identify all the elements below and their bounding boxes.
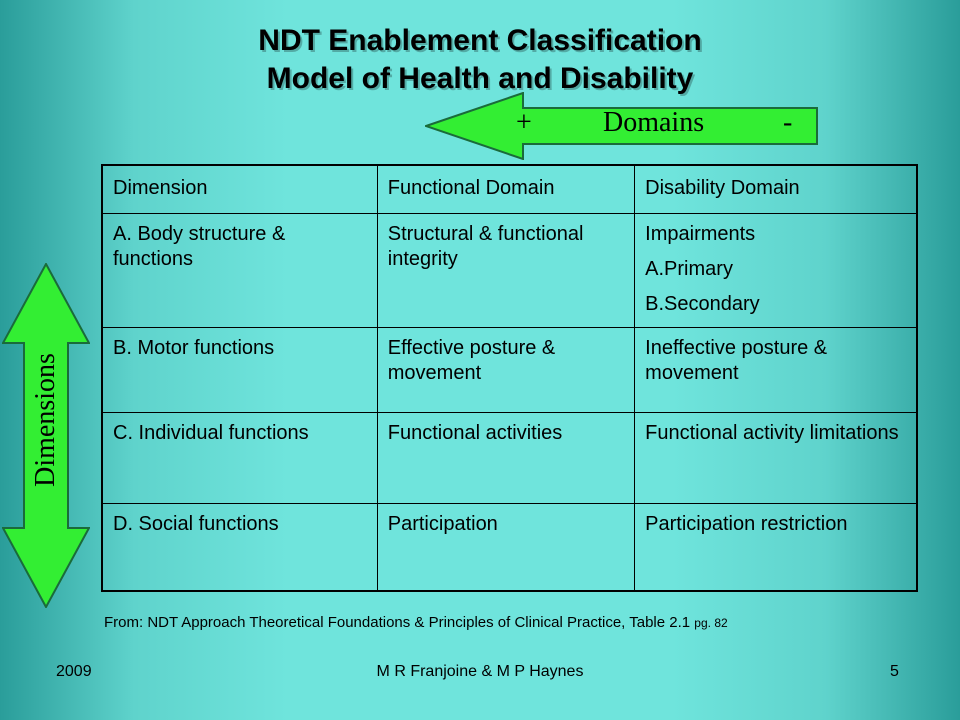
table-row [102, 214, 917, 328]
cell-disability-item: B.Secondary [645, 293, 760, 315]
cell-functional: Structural & functional integrity [377, 214, 634, 328]
cell-disability: Functional activity limitations [635, 413, 917, 504]
cell-dimension: C. Individual functions [102, 413, 377, 504]
cell-dimension: B. Motor functions [102, 328, 377, 413]
header-functional-domain: Functional Domain [377, 165, 634, 214]
dimensions-label: Dimensions [30, 353, 61, 487]
cell-dimension: A. Body structure & functions [102, 214, 377, 328]
footer-year: 2009 [56, 663, 92, 680]
classification-table [101, 164, 918, 592]
source-page: pg. 82 [694, 616, 728, 630]
header-dimension: Dimension [102, 165, 377, 214]
header-disability-domain: Disability Domain [635, 165, 917, 214]
source-text: From: NDT Approach Theoretical Foundations & Principles of Clinical Practice, Table 2.1 [104, 614, 691, 631]
table-row [102, 504, 917, 592]
slide-title [0, 22, 960, 98]
table-row [102, 413, 917, 504]
domains-minus: - [783, 107, 793, 138]
cell-functional: Effective posture & movement [377, 328, 634, 413]
title-line-2: Model of Health and Disability [266, 62, 694, 95]
cell-disability-item: A.Primary [645, 258, 733, 280]
table-header-row [102, 165, 917, 214]
domains-plus: + [516, 107, 532, 138]
footer-authors: M R Franjoine & M P Haynes [376, 663, 584, 680]
cell-dimension: D. Social functions [102, 504, 377, 592]
domains-label: Domains [603, 107, 705, 138]
cell-disability: Ineffective posture & movement [635, 328, 917, 413]
cell-disability-title: Impairments [645, 223, 756, 245]
title-line-1: NDT Enablement Classification [258, 24, 702, 57]
cell-disability [635, 214, 917, 328]
cell-functional: Participation [377, 504, 634, 592]
table-row [102, 328, 917, 413]
source-citation [104, 614, 728, 631]
footer-page-number: 5 [890, 663, 899, 680]
cell-functional: Functional activities [377, 413, 634, 504]
cell-disability: Participation restriction [635, 504, 917, 592]
